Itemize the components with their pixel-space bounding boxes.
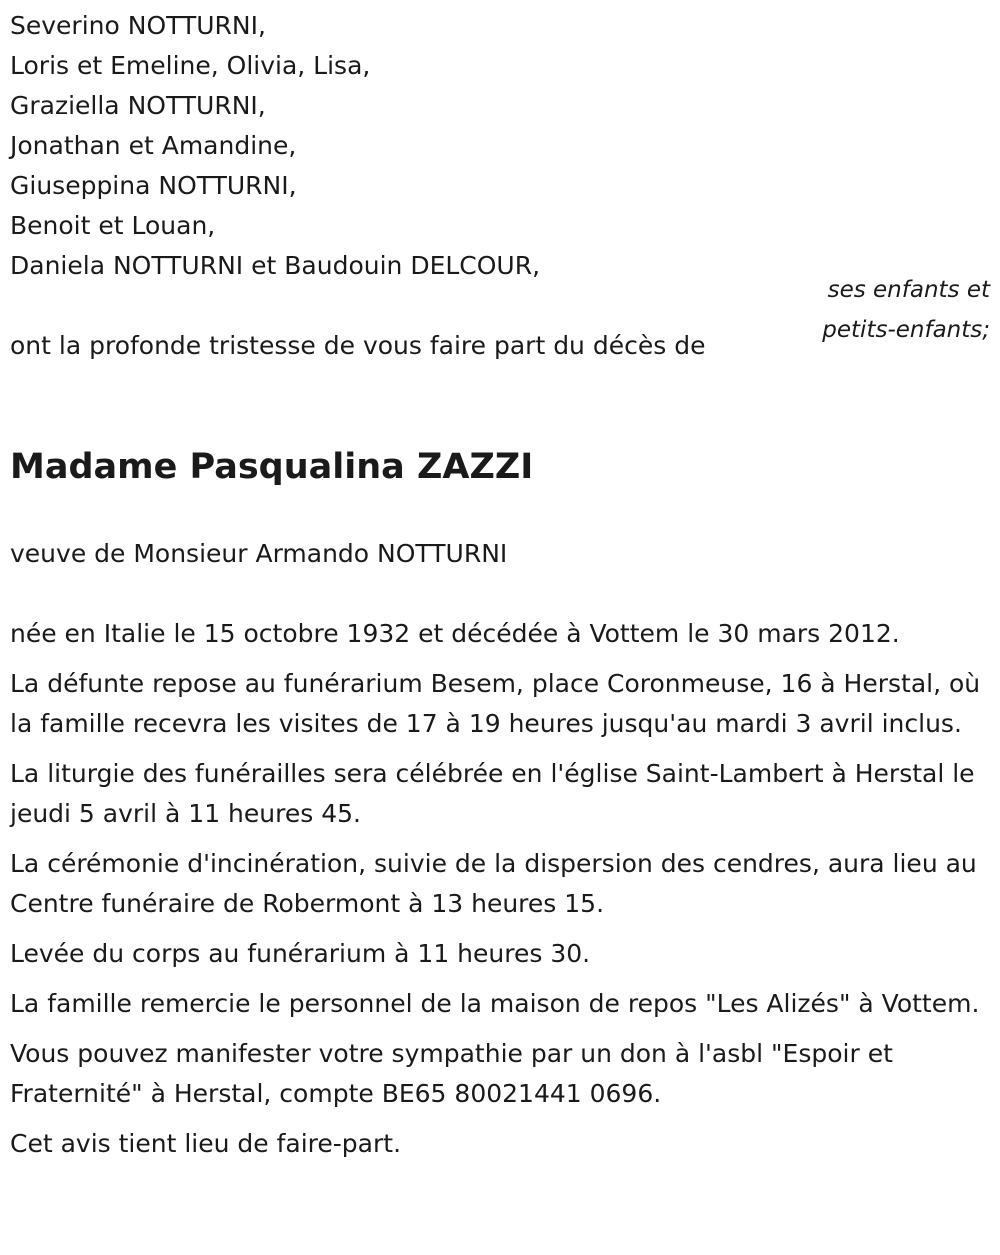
family-member-line: Severino NOTTURNI, xyxy=(10,11,266,40)
family-member-line: Benoit et Louan, xyxy=(10,211,216,240)
funeral-details xyxy=(10,614,990,1174)
family-member-line: Daniela NOTTURNI et Baudouin DELCOUR, xyxy=(10,251,541,280)
birth-death-paragraph: née en Italie le 15 octobre 1932 et décédée à Vottem le 30 mars 2012. xyxy=(10,619,900,648)
thanks-paragraph: La famille remercie le personnel de la maison de repos "Les Alizés" à Vottem. xyxy=(10,989,980,1018)
donation-paragraph: Vous pouvez manifester votre sympathie par un don à l'asbl "Espoir et Fraternité" à Herstal, compte BE65 80021441 0696. xyxy=(10,1039,893,1108)
widow-of-line: veuve de Monsieur Armando NOTTURNI xyxy=(10,539,508,568)
family-member-line: Loris et Emeline, Olivia, Lisa, xyxy=(10,51,371,80)
deceased-name: Madame Pasqualina ZAZZI xyxy=(10,447,534,487)
family-member-line: Jonathan et Amandine, xyxy=(10,131,297,160)
visitation-paragraph: La défunte repose au funérarium Besem, place Coronmeuse, 16 à Herstal, où la famille recevra les visites de 17 à 19 heures jusqu'au mardi 3 avril inclus. xyxy=(10,669,981,738)
announcement-text: ont la profonde tristesse de vous faire part du décès de xyxy=(10,331,706,360)
family-member-line: Graziella NOTTURNI, xyxy=(10,91,266,120)
departure-paragraph: Levée du corps au funérarium à 11 heures 30. xyxy=(10,939,591,968)
family-relation: ses enfants et petits-enfants; xyxy=(822,277,990,343)
liturgy-paragraph: La liturgie des funérailles sera célébrée en l'église Saint-Lambert à Herstal le jeudi 5 avril à 11 heures 45. xyxy=(10,759,975,828)
family-member-line: Giuseppina NOTTURNI, xyxy=(10,171,297,200)
notice-paragraph: Cet avis tient lieu de faire-part. xyxy=(10,1129,402,1158)
cremation-paragraph: La cérémonie d'incinération, suivie de la dispersion des cendres, aura lieu au Centre funéraire de Robermont à 13 heures 15. xyxy=(10,849,977,918)
family-list xyxy=(10,6,770,286)
